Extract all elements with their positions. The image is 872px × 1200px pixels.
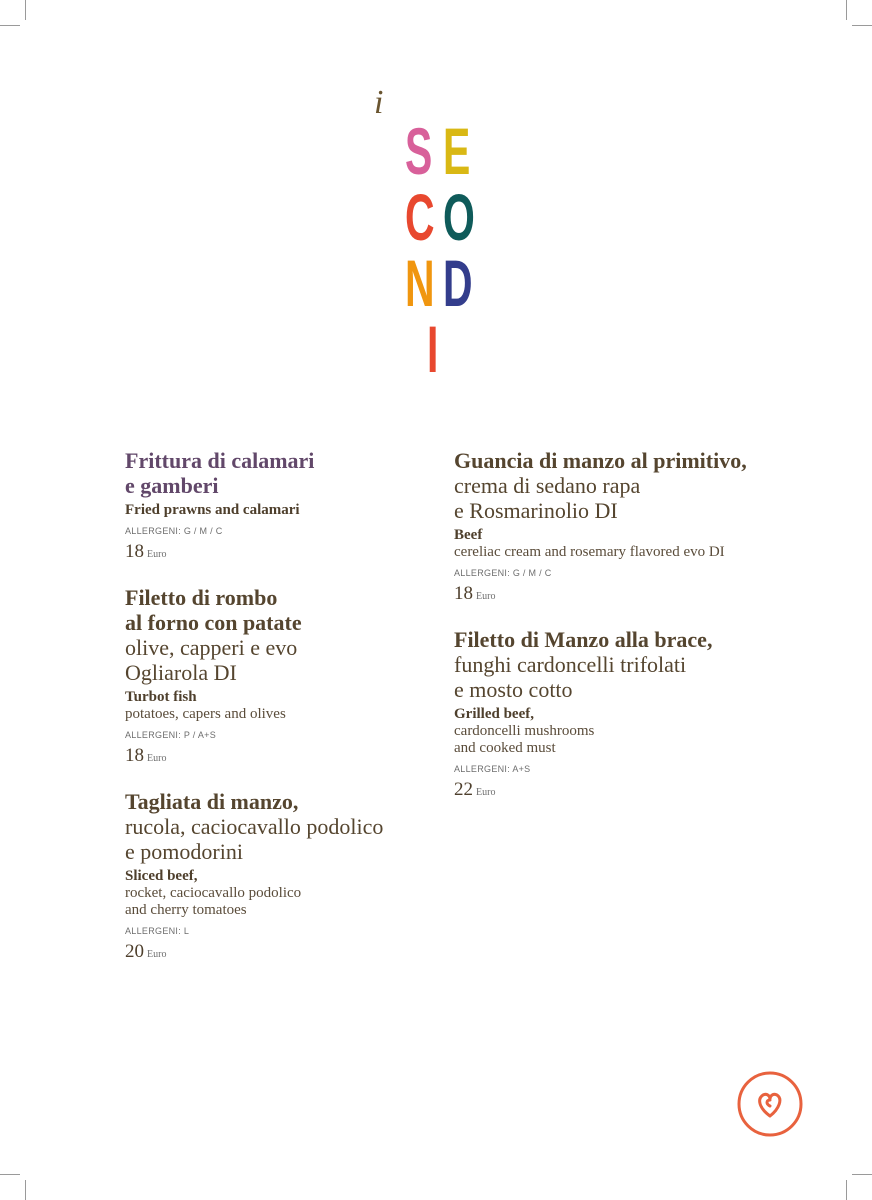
dish-description: funghi cardoncelli trifolati xyxy=(454,652,687,677)
price-value: 18 xyxy=(125,541,144,562)
allergens: ALLERGENI: L xyxy=(125,926,190,936)
dish-description-english: rocket, caciocavallo podolico xyxy=(125,885,302,901)
dish-name: Guancia di manzo al primitivo, xyxy=(454,448,747,473)
crop-mark xyxy=(0,25,20,26)
price-currency: Euro xyxy=(147,949,167,960)
menu-column-right xyxy=(454,448,834,823)
price xyxy=(125,745,425,767)
price xyxy=(125,941,425,963)
crop-mark xyxy=(25,0,26,20)
crop-mark xyxy=(852,1174,872,1175)
price-currency: Euro xyxy=(147,753,167,764)
menu-item xyxy=(454,448,834,605)
dish-name-english: Grilled beef, xyxy=(454,706,534,722)
crop-mark xyxy=(25,1180,26,1200)
menu-item xyxy=(454,627,834,801)
dish-name-english: Fried prawns and calamari xyxy=(125,502,300,518)
menu-item xyxy=(125,448,425,563)
allergens: ALLERGENI: P / A+S xyxy=(125,730,217,740)
dish-name: Filetto di Manzo alla brace, xyxy=(454,627,713,652)
price-value: 20 xyxy=(125,941,144,962)
dish-name-english: Sliced beef, xyxy=(125,868,198,884)
price xyxy=(454,779,834,801)
crop-mark xyxy=(846,0,847,20)
price xyxy=(454,583,834,605)
allergens: ALLERGENI: A+S xyxy=(454,764,531,774)
menu-item xyxy=(125,585,425,767)
heart-circle-icon xyxy=(737,1071,803,1137)
title-letter: E xyxy=(443,114,471,188)
price-value: 18 xyxy=(454,583,473,604)
price xyxy=(125,541,425,563)
title-letter: N xyxy=(405,246,435,320)
menu-column-left xyxy=(125,448,425,985)
price-value: 18 xyxy=(125,745,144,766)
title-letter: S xyxy=(405,114,433,188)
dish-name: Frittura di calamari xyxy=(125,448,315,473)
dish-description-english: and cherry tomatoes xyxy=(125,902,247,918)
dish-name: Tagliata di manzo, xyxy=(125,789,299,814)
title-article: i xyxy=(374,84,384,121)
title-letter: I xyxy=(427,312,439,386)
price-currency: Euro xyxy=(476,787,496,798)
menu-item xyxy=(125,789,425,963)
crop-mark xyxy=(846,1180,847,1200)
dish-description: e pomodorini xyxy=(125,839,243,864)
title-letter: D xyxy=(443,246,473,320)
allergens: ALLERGENI: G / M / C xyxy=(454,568,552,578)
title-letter: C xyxy=(405,180,435,254)
dish-description: olive, capperi e evo xyxy=(125,635,298,660)
dish-name-english: Beef xyxy=(454,527,483,543)
price-currency: Euro xyxy=(476,591,496,602)
dish-name: e gamberi xyxy=(125,473,219,498)
dish-name: al forno con patate xyxy=(125,610,302,635)
dish-description-english: cereliac cream and rosemary flavored evo DI xyxy=(454,544,725,560)
dish-description-english: and cooked must xyxy=(454,740,556,756)
dish-name-english: Turbot fish xyxy=(125,689,197,705)
title-letter: O xyxy=(443,180,475,254)
dish-name: Filetto di rombo xyxy=(125,585,278,610)
allergens: ALLERGENI: G / M / C xyxy=(125,526,223,536)
crop-mark xyxy=(852,25,872,26)
dish-description: rucola, caciocavallo podolico xyxy=(125,814,384,839)
crop-mark xyxy=(0,1174,20,1175)
dish-description: e Rosmarinolio DI xyxy=(454,498,618,523)
dish-description-english: potatoes, capers and olives xyxy=(125,706,286,722)
dish-description-english: cardoncelli mushrooms xyxy=(454,723,595,739)
dish-description: crema di sedano rapa xyxy=(454,473,641,498)
price-currency: Euro xyxy=(147,549,167,560)
dish-description: e mosto cotto xyxy=(454,677,573,702)
price-value: 22 xyxy=(454,779,473,800)
dish-description: Ogliarola DI xyxy=(125,660,237,685)
